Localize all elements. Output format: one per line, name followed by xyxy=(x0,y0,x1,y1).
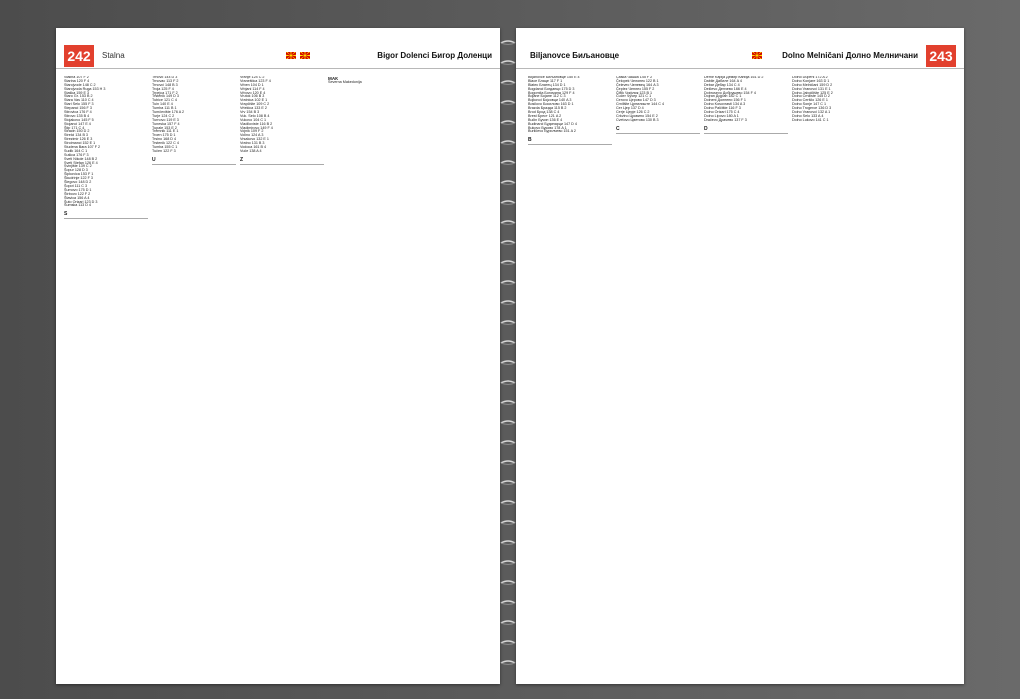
index-entry: Bučin Бучин 136 E 4 xyxy=(528,117,563,122)
index-entry: Vladimirovo 149 F 4 xyxy=(240,125,273,130)
index-entry: Trstenik 149 D 3 xyxy=(152,94,179,99)
spiral-ring xyxy=(500,80,516,86)
index-entry: Vrbovo 120 E 4 xyxy=(240,90,266,95)
index-column xyxy=(616,76,700,678)
index-entry: Tumba 155 C 1 xyxy=(152,145,178,150)
running-head-right: Bigor Dolenci Бигор Доленци xyxy=(377,51,492,60)
spiral-ring xyxy=(500,580,516,586)
section-subtitle: Severna Makedonija xyxy=(328,80,362,84)
index-entry: Bojane Бојане 112 C 3 xyxy=(528,94,566,99)
index-entry: Brazda Бразда 115 B 2 xyxy=(528,106,567,111)
index-entry: Stojanci 147 E 4 xyxy=(64,121,91,126)
index-entry: Stalina 107 F 2 xyxy=(64,76,89,79)
index-entry: Crnilište Црнилиште 144 C 4 xyxy=(616,102,665,107)
index-entry: Stroimanci 152 E 1 xyxy=(64,141,96,146)
index-column xyxy=(528,76,612,678)
index-entry: Sudik 164 C 1 xyxy=(64,148,88,153)
index-entry: Dolno Vranovci 131 E 1 xyxy=(792,86,831,91)
index-entry: Strezimir 126 E 3 xyxy=(64,137,93,142)
index-entry: Vodoca 161 B 4 xyxy=(240,145,267,150)
index-entry: Trnovo 144 D 3 xyxy=(152,76,178,79)
spiral-ring xyxy=(500,660,516,666)
spiral-ring xyxy=(500,340,516,346)
spiral-ring xyxy=(500,140,516,146)
index-column xyxy=(878,76,962,678)
index-entry: Trstenik 122 C 4 xyxy=(152,141,179,146)
index-entry: Dolno Crniliste 145 D 2 xyxy=(792,94,830,99)
index-entry: Štip 171 C 4 xyxy=(64,125,85,130)
index-column xyxy=(704,76,788,678)
spiral-ring xyxy=(500,240,516,246)
index-letter: C xyxy=(616,126,700,134)
index-entry: Stojakovo 145 F 5 xyxy=(64,117,94,122)
spiral-ring xyxy=(500,40,516,46)
index-entry: Brod Брод 138 C 4 xyxy=(528,110,560,115)
index-entry: Štavica 156 A 4 xyxy=(64,195,90,200)
spiral-ring xyxy=(500,440,516,446)
index-entry: Vuk. Selo 108 B 4 xyxy=(240,113,270,118)
index-letter: Z xyxy=(240,157,324,165)
index-entry: Cvetovo Цветово 130 B 3 xyxy=(616,117,659,122)
index-letter: D xyxy=(704,126,788,134)
index-entry: Vrutok 106 B 3 xyxy=(240,94,265,99)
spiral-ring xyxy=(500,60,516,66)
index-entry: Cerje Церје 126 C 2 xyxy=(616,110,650,115)
index-entry: Crkvino Црквино 154 E 2 xyxy=(616,113,658,118)
index-entry: Dabile Дабиле 164 A 4 xyxy=(704,78,742,83)
spiral-ring xyxy=(500,220,516,226)
index-entry: Vuče 138 A 4 xyxy=(240,148,262,153)
spiral-ring xyxy=(500,160,516,166)
spiral-ring xyxy=(500,620,516,626)
spiral-ring xyxy=(500,520,516,526)
index-entry: Šopot 111 C 3 xyxy=(64,183,88,188)
index-entry: Starina 120 F 4 xyxy=(64,78,90,83)
index-entry: Dolno Lukovo 141 C 1 xyxy=(792,117,829,122)
index-entry: Blatec Блатец 134 D 1 xyxy=(528,82,566,87)
index-entry: Blace Блаце 117 F 1 xyxy=(528,78,563,83)
running-head-right: Dolno Melničani Долно Мелничани xyxy=(782,51,918,60)
index-entry: Šuto Orizari 123 D 3 xyxy=(64,199,98,204)
index-entry: Dolno Melničani 159 D 2 xyxy=(792,82,833,87)
index-entry: Bojkovci Бојковци 140 A 3 xyxy=(528,98,572,103)
index-entry: Starojvode 148 C 2 xyxy=(64,82,96,87)
index-entry: Čelopek Челопек 122 B 1 xyxy=(616,78,659,83)
page-number-right: 243 xyxy=(926,45,956,67)
index-entry: Turje 124 C 2 xyxy=(152,113,175,118)
spiral-ring xyxy=(500,500,516,506)
spiral-ring xyxy=(500,360,516,366)
spiral-ring xyxy=(500,400,516,406)
left-page-header xyxy=(56,42,500,69)
index-entry: Burilčevo Бурилчево 151 A 2 xyxy=(528,129,576,134)
index-entry: Štrbovo 122 F 2 xyxy=(64,191,91,196)
index-entry: Biljanovce Биљановце 150 E 4 xyxy=(528,76,580,79)
index-entry: Vrsakovo 132 E 1 xyxy=(240,137,269,142)
index-letter: S xyxy=(64,211,148,219)
index-entry: Starojvoda Ruga 153 H 3 xyxy=(64,86,106,91)
index-entry: Šlegovo 148 D 2 xyxy=(64,180,92,185)
index-entry: Čiflik Чифлик 123 B 1 xyxy=(616,90,653,95)
index-entry: Troja 125 F 4 xyxy=(152,86,174,91)
index-entry: Tubice 121 C 4 xyxy=(152,98,177,103)
index-letter: U xyxy=(152,157,236,165)
spiral-ring xyxy=(500,540,516,546)
index-entry: Cerovo Церово 147 D 3 xyxy=(616,98,656,103)
spiral-ring xyxy=(500,200,516,206)
spiral-ring xyxy=(500,460,516,466)
spiral-ring xyxy=(500,560,516,566)
index-entry: Stara Vas 110 C 4 xyxy=(64,98,94,103)
index-entry: Bogdanci Богданци 175 D 3 xyxy=(528,86,575,91)
spiral-ring xyxy=(500,260,516,266)
index-entry: Sveti Nikole 148 B 2 xyxy=(64,156,98,161)
left-page-columns xyxy=(56,76,500,678)
index-entry: Bukovo Буково 178 A 1 xyxy=(528,125,567,130)
index-entry: Vladiloviste 116 B 2 xyxy=(240,121,273,126)
index-entry: Tuin 140 E 4 xyxy=(152,102,173,107)
index-entry: Tremnik 111 E 1 xyxy=(152,129,179,134)
index-entry: Cer Цер 137 D 4 xyxy=(616,106,644,111)
spiral-ring xyxy=(500,640,516,646)
index-entry: Sušica 176 F 3 xyxy=(64,152,89,157)
index-column xyxy=(416,76,500,678)
running-head-left: Stalna xyxy=(102,51,125,60)
index-entry: Debar Дебар 134 C 4 xyxy=(704,82,740,87)
index-entry: Vrapčište 109 C 2 xyxy=(240,102,270,107)
index-entry: Dolno Konjare 163 D 1 xyxy=(792,78,830,83)
index-entry: Brest Брест 121 A 2 xyxy=(528,113,562,118)
index-entry: Dolno Orizari 175 C 4 xyxy=(704,110,740,115)
index-entry: Staro Gr. 153 B 2 xyxy=(64,94,93,99)
index-entry: Dolno Vranovci 132 A 1 xyxy=(792,110,831,115)
index-entry: Dolno Palčište 116 F 3 xyxy=(704,106,741,111)
index-entry: Stepanci 156 F 3 xyxy=(64,106,92,111)
index-entry: Dolno Kosovrasti 134 A 3 xyxy=(704,102,746,107)
index-entry: Čaška Чашка 145 F 2 xyxy=(616,76,653,79)
index-entry: Vratnica 102 E 1 xyxy=(240,98,268,103)
index-entry: Trsino 168 D 4 xyxy=(152,137,177,142)
index-entry: Čelevec Челевец 164 A 3 xyxy=(616,82,659,87)
index-entry: Vratno 131 B 3 xyxy=(240,141,265,146)
index-entry: Tučen 122 F 3 xyxy=(152,148,176,153)
index-entry: Turnovo 119 E 3 xyxy=(152,117,179,122)
index-entry: Dolno Sonje 147 C 1 xyxy=(792,102,827,107)
index-entry: Strelci 134 B 3 xyxy=(64,133,88,138)
index-entry: Šipkovica 153 F 1 xyxy=(64,172,94,177)
index-letter: B xyxy=(528,137,612,145)
index-entry: Trnovac 113 F 2 xyxy=(152,78,179,83)
running-head-left: Biljanovce Биљановце xyxy=(530,51,620,60)
index-column xyxy=(792,76,876,678)
right-page xyxy=(516,28,964,684)
index-entry: Stari Selo 155 F 3 xyxy=(64,102,94,107)
index-entry: Vukovo 104 C 1 xyxy=(240,117,267,122)
mk-flag-icon xyxy=(752,52,762,59)
index-entry: Staška 159 E 3 xyxy=(64,90,90,95)
index-entry: Tupale 153 E 2 xyxy=(152,125,177,130)
index-entry: Vrv 154 B 3 xyxy=(240,110,260,115)
index-entry: Dolno Trogerce 136 D 3 xyxy=(792,106,832,111)
index-entry: Vrtekica 133 E 2 xyxy=(240,106,267,111)
index-entry: Bosilovo Босилово 163 D 1 xyxy=(528,102,574,107)
spiral-binding-icon xyxy=(500,40,516,680)
spiral-ring xyxy=(500,120,516,126)
index-entry: Čučer Чучер 121 C 1 xyxy=(616,94,652,99)
index-entry: Troen 175 D 1 xyxy=(152,133,176,138)
index-entry: Dolno Lipovo 180 A 1 xyxy=(704,113,739,118)
index-column xyxy=(64,76,148,678)
index-entry: Dolno Selo 133 A 4 xyxy=(792,113,824,118)
left-page xyxy=(56,28,500,684)
index-entry: Vojnik 109 F 2 xyxy=(240,129,264,134)
index-entry: Dolno Dupeni 172 A 2 xyxy=(792,76,828,79)
index-entry: Sveti Stefan 126 E 4 xyxy=(64,160,98,165)
index-column xyxy=(328,76,412,678)
index-entry: Šumovo 175 D 1 xyxy=(64,187,92,192)
index-entry: Šopur 128 D 3 xyxy=(64,168,88,173)
section-title: МАК xyxy=(328,76,338,81)
spiral-ring xyxy=(500,180,516,186)
index-column xyxy=(152,76,236,678)
index-entry: Demir Kapija Демир Капија 161 D 2 xyxy=(704,76,764,79)
index-entry: Studena Bara 107 F 2 xyxy=(64,145,101,150)
spiral-ring xyxy=(500,100,516,106)
spiral-ring xyxy=(500,280,516,286)
index-entry: Dolno Jabolčište 125 E 2 xyxy=(792,90,833,95)
index-entry: Dolneni Долнени 156 F 1 xyxy=(704,98,746,103)
spiral-ring xyxy=(500,320,516,326)
index-entry: Tumba 111 B 1 xyxy=(152,106,177,111)
index-entry: Delčevo Делчево 166 E 4 xyxy=(704,86,747,91)
mk-flag-icon-2 xyxy=(300,52,310,59)
spiral-ring xyxy=(500,600,516,606)
index-entry: Svinjište 139 C 2 xyxy=(64,164,92,169)
right-page-header xyxy=(516,42,964,69)
index-entry: Trnovci 148 B 3 xyxy=(152,82,178,87)
index-entry: Vrbjani 114 F 4 xyxy=(240,86,265,91)
spiral-ring xyxy=(500,380,516,386)
spiral-ring xyxy=(500,300,516,306)
index-entry: Bogomila Богомила 129 F 4 xyxy=(528,90,575,95)
index-entry: Tumčevište 176 A 2 xyxy=(152,110,185,115)
index-entry: Volino 124 A 3 xyxy=(240,133,264,138)
index-entry: Šumska 113 D 4 xyxy=(64,203,91,208)
index-entry: Tuneska 157 F 4 xyxy=(152,121,180,126)
index-entry: Dračevo Драчево 137 F 3 xyxy=(704,117,747,122)
page-number-left: 242 xyxy=(64,45,94,67)
mk-flag-icon xyxy=(286,52,296,59)
index-column xyxy=(240,76,324,678)
index-entry: Stirovo 135 B 4 xyxy=(64,113,90,118)
index-entry: Dobrusevo Добрушево 154 F 4 xyxy=(704,90,756,95)
spiral-ring xyxy=(500,420,516,426)
index-entry: Dojran Дојран 182 C 1 xyxy=(704,94,742,99)
right-page-columns xyxy=(516,76,964,678)
index-entry: Trpejca 171 F 2 xyxy=(152,90,178,95)
index-entry: Škudrinje 122 F 3 xyxy=(64,176,93,181)
index-entry: Vraneštica 123 F 4 xyxy=(240,78,271,83)
index-entry: Stirovica 176 F 4 xyxy=(64,110,92,115)
index-entry: Vranje 124 C 2 xyxy=(240,76,265,79)
index-entry: Stracin 150 D 2 xyxy=(64,129,90,134)
spiral-ring xyxy=(500,480,516,486)
index-entry: Čeplez Чеплез 155 F 2 xyxy=(616,86,655,91)
index-entry: Dolno Ceršilo 126 E 1 xyxy=(792,98,828,103)
index-entry: Budinarci Будинарци 147 D 4 xyxy=(528,121,577,126)
index-entry: Vrben 104 D 1 xyxy=(240,82,264,87)
